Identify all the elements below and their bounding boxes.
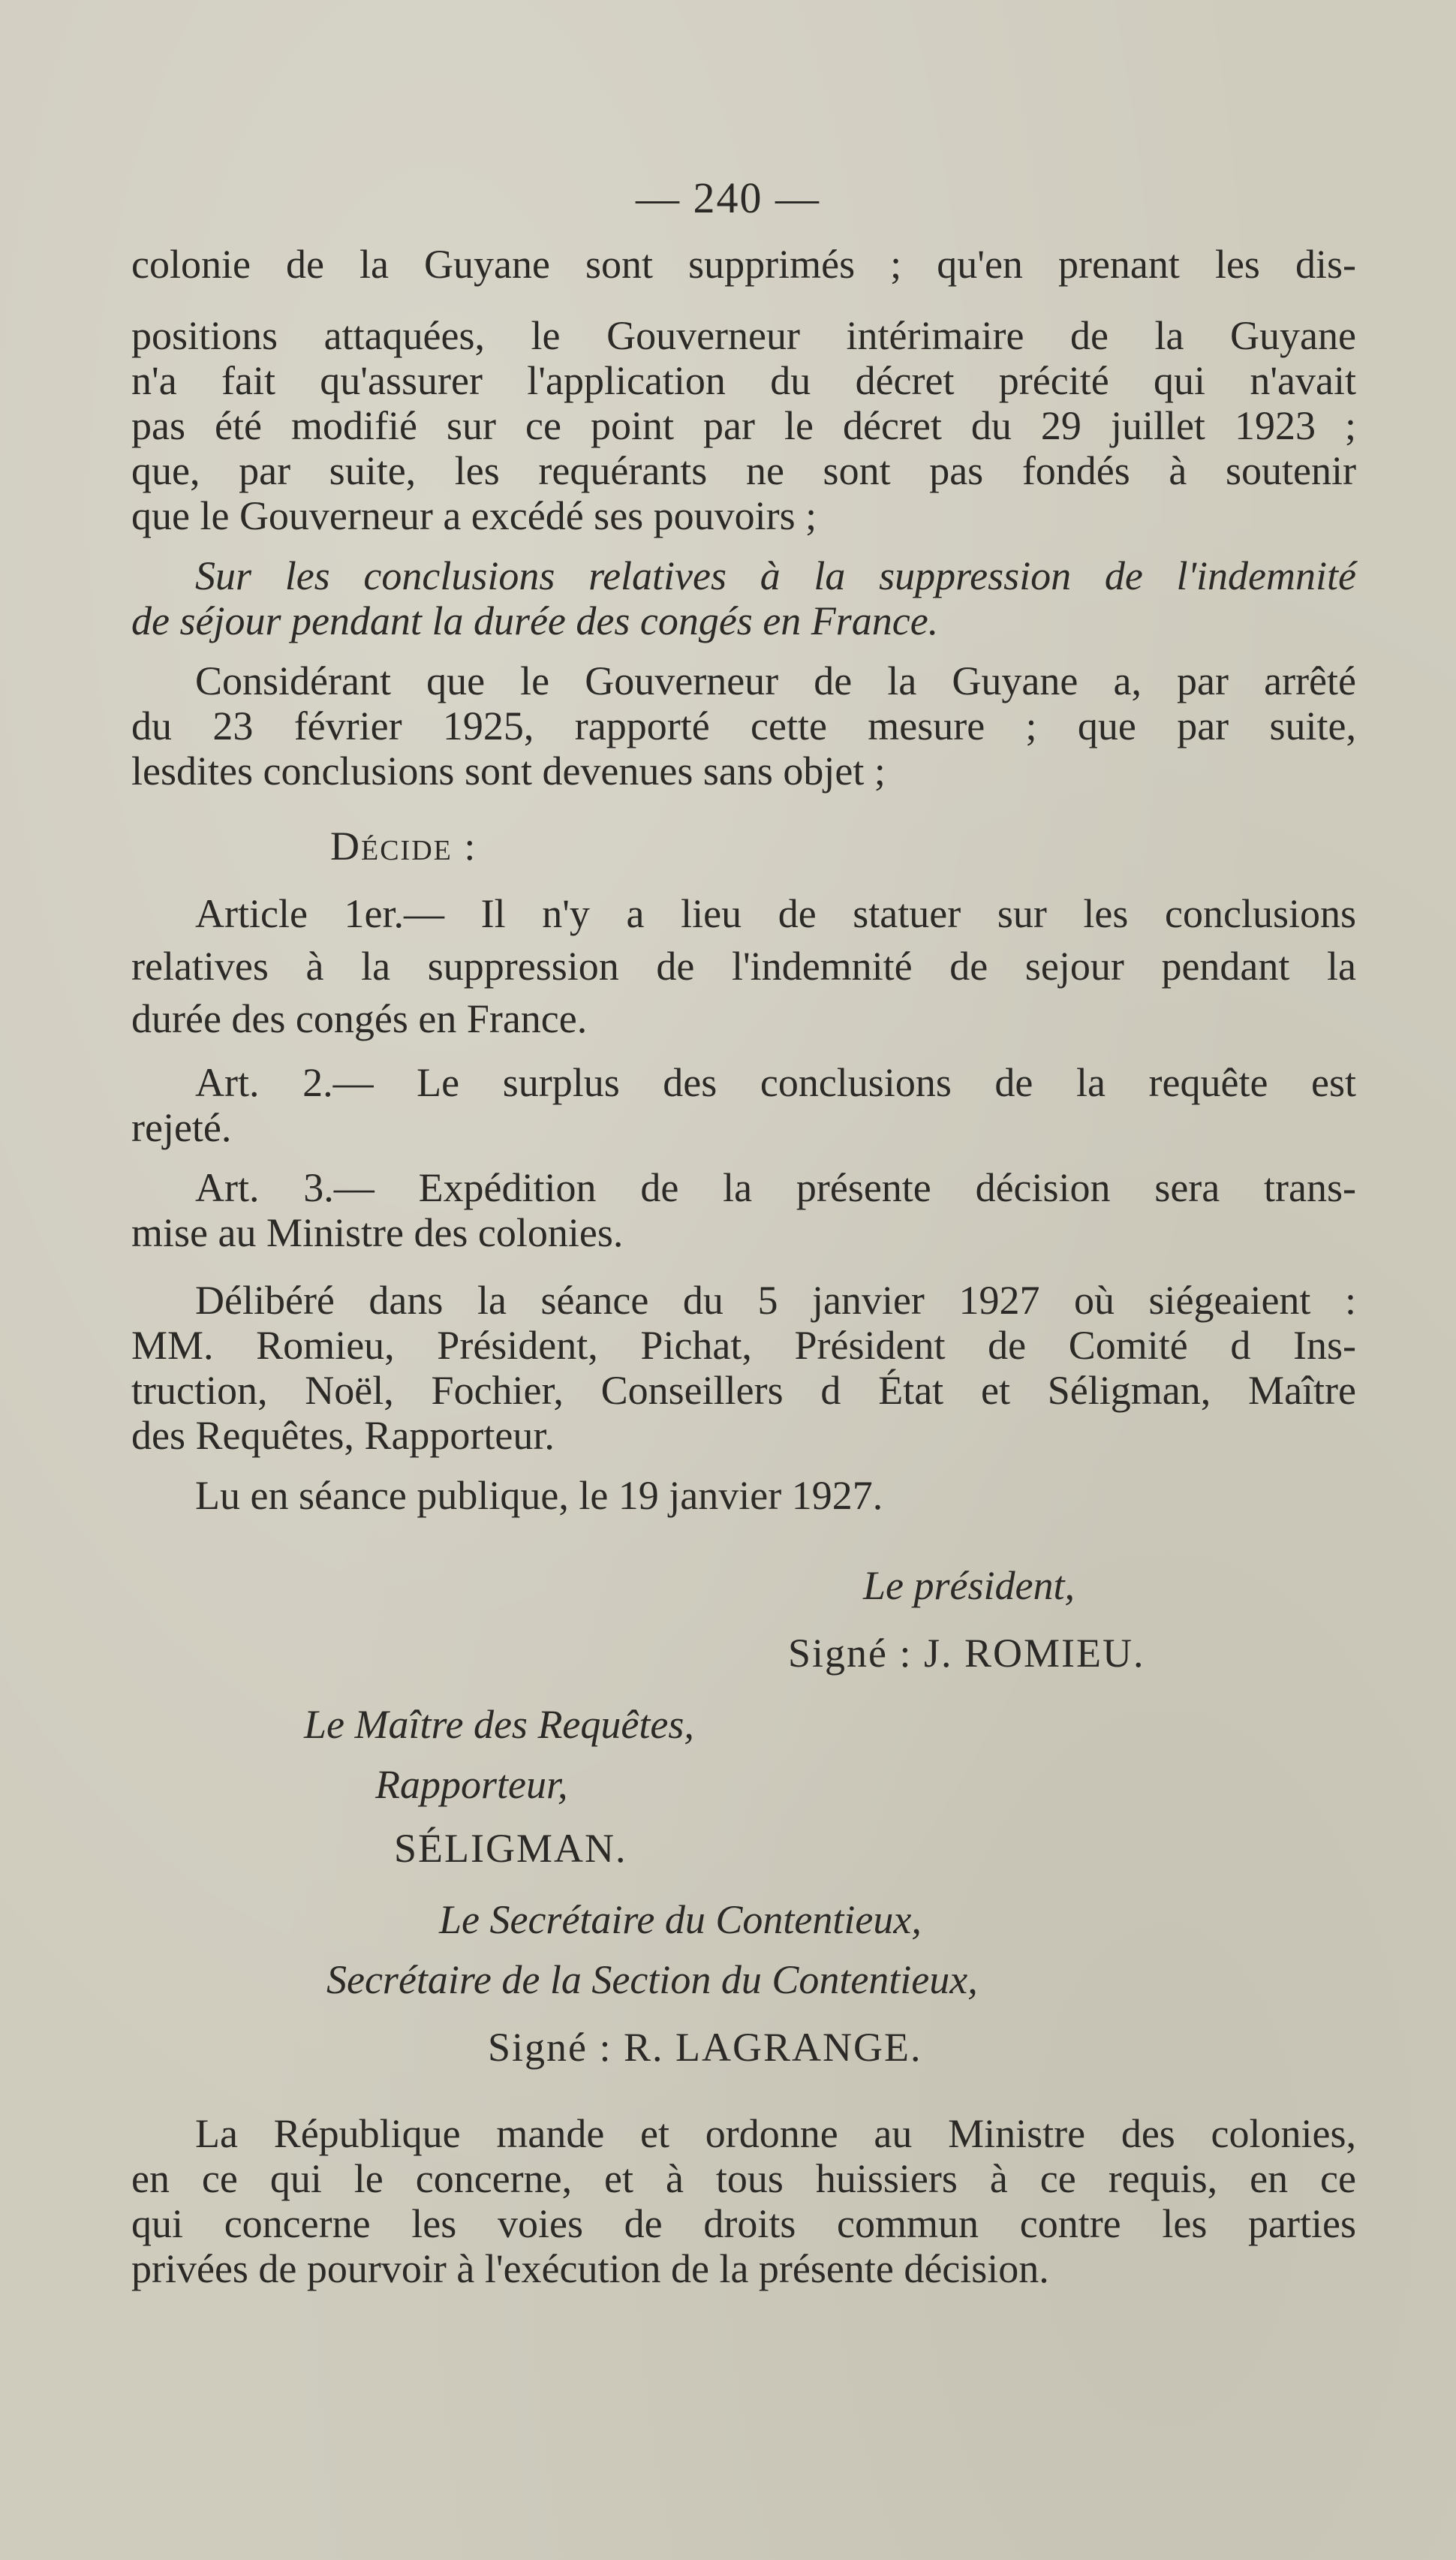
decide-heading: Décide : [330, 824, 477, 869]
article-line: durée des congés en France. [131, 996, 588, 1041]
deliberation-line: des Requêtes, Rapporteur. [131, 1413, 555, 1458]
body-line: pas été modifié sur ce point par le décret du 29 juillet 1923 ; [131, 403, 1356, 448]
article-line: Art. 3.— Expédition de la présente décision sera trans- [195, 1165, 1356, 1210]
execution-line: qui concerne les voies de droits commun contre les parties [131, 2201, 1356, 2246]
body-line: que le Gouverneur a excédé ses pouvoirs ; [131, 493, 817, 538]
article-line: relatives à la suppression de l'indemnité de sejour pendant la [131, 944, 1356, 989]
section-heading: de séjour pendant la durée des congés en France. [131, 598, 939, 643]
secretaire-signature: Signé : R. LAGRANGE. [488, 2025, 922, 2070]
secretaire-title: Secrétaire de la Section du Contentieux, [326, 1957, 978, 2002]
article-line: Article 1er.— Il n'y a lieu de statuer sur les conclusions [195, 891, 1356, 936]
page-number: — 240 — [636, 173, 820, 222]
body-line: du 23 février 1925, rapporté cette mesure ; que par suite, [131, 703, 1356, 748]
execution-line: en ce qui le concerne, et à tous huissiers à ce requis, en ce [131, 2156, 1356, 2201]
deliberation-line: Délibéré dans la séance du 5 janvier 1927 où siégeaient : [195, 1278, 1356, 1323]
execution-line: privées de pourvoir à l'exécution de la présente décision. [131, 2246, 1049, 2291]
body-line: colonie de la Guyane sont supprimés ; qu'en prenant les dis- [131, 242, 1356, 287]
secretaire-title: Le Secrétaire du Contentieux, [439, 1897, 922, 1942]
deliberation-line: truction, Noël, Fochier, Conseillers d État et Séligman, Maître [131, 1368, 1356, 1413]
body-line: positions attaquées, le Gouverneur intérimaire de la Guyane [131, 313, 1356, 358]
body-line: lesdites conclusions sont devenues sans objet ; [131, 748, 886, 794]
deliberation-line: MM. Romieu, Président, Pichat, Président de Comité d Ins- [131, 1323, 1356, 1368]
president-signature: Signé : J. ROMIEU. [788, 1631, 1145, 1676]
president-title: Le président, [863, 1563, 1075, 1608]
body-line: n'a fait qu'assurer l'application du décret précité qui n'avait [131, 358, 1356, 403]
section-heading: Sur les conclusions relatives à la suppression de l'indemnité [195, 553, 1356, 598]
rapporteur-name: SÉLIGMAN. [394, 1826, 627, 1871]
body-line: que, par suite, les requérants ne sont pas fondés à soutenir [131, 448, 1356, 493]
rapporteur-title: Le Maître des Requêtes, [304, 1702, 694, 1747]
body-line: Considérant que le Gouverneur de la Guyane a, par arrêté [195, 658, 1356, 703]
article-line: mise au Ministre des colonies. [131, 1210, 624, 1255]
article-line: rejeté. [131, 1105, 232, 1150]
rapporteur-title: Rapporteur, [375, 1762, 568, 1807]
article-line: Art. 2.— Le surplus des conclusions de la requête est [195, 1060, 1356, 1105]
lecture-line: Lu en séance publique, le 19 janvier 1927. [195, 1473, 883, 1518]
execution-line: La République mande et ordonne au Ministre des colonies, [195, 2111, 1356, 2156]
